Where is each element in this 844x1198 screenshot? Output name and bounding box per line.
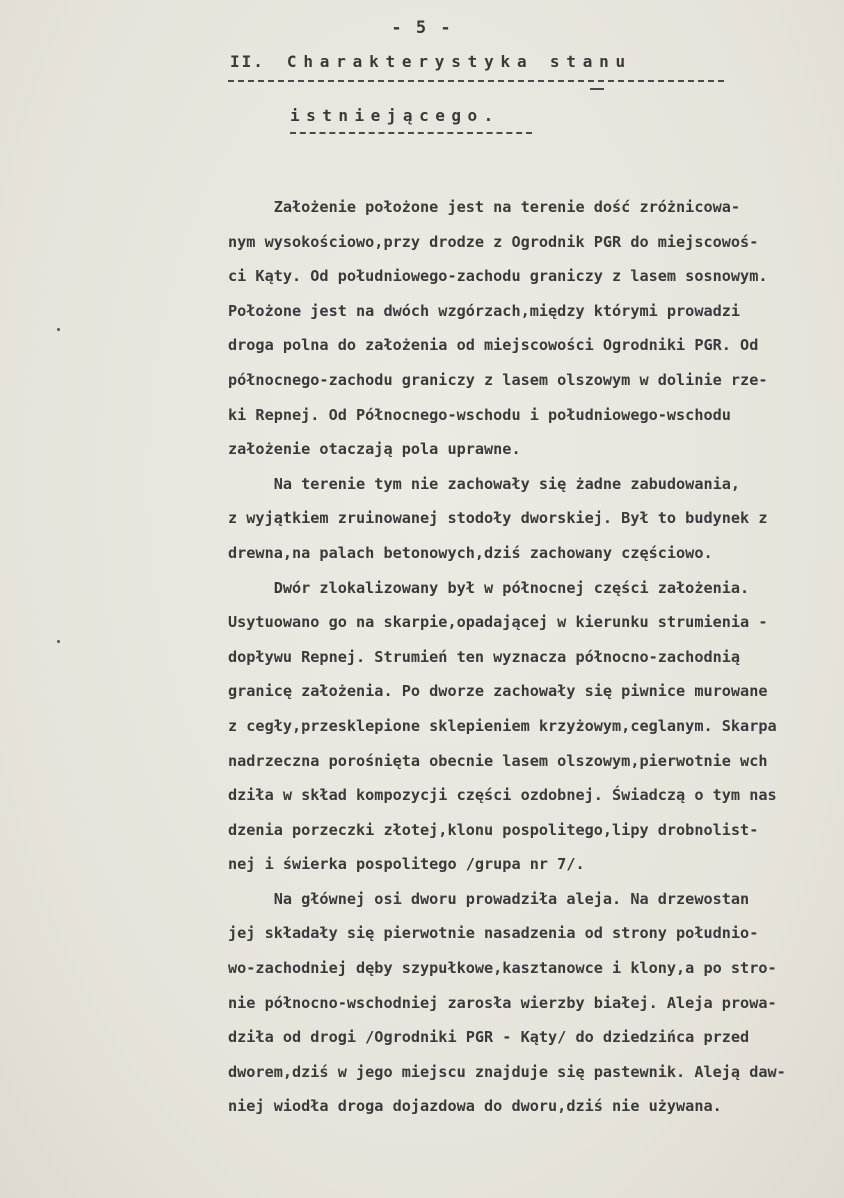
text-line: Dwór zlokalizowany był w północnej części założenia. [228,578,750,597]
text-line: dopływu Repnej. Strumień ten wyznacza północno-zachodnią [228,647,741,666]
text-line: dziła od drogi /Ogrodniki PGR - Kąty/ do dziedzińca przed [228,1028,750,1047]
paragraph-2 [228,467,828,571]
page-number: - 5 - [391,18,453,38]
text-line: niej wiodła droga dojazdowa do dworu,dziś nie używana. [228,1097,722,1116]
text-line: nym wysokościowo,przy drodze z Ogrodnik PGR do miejscowoś- [228,232,759,251]
paragraph-3 [228,571,828,882]
heading-underline [228,80,724,82]
text-line: z wyjątkiem zruinowanej stodoły dworskiej. Był to budynek z [228,509,768,528]
section-heading-line1 [230,52,632,71]
paragraph-4 [228,882,828,1124]
section-number: II. [230,52,265,71]
text-line: dworem,dziś w jego miejscu znajduje się pastewnik. Aleją daw- [228,1062,786,1081]
punch-mark [57,328,60,331]
section-title-1: Charakterystyka stanu [286,52,632,71]
section-heading-line2: istniejącego. [290,106,500,125]
text-line: nie północno-wschodniej zarosła wierzby białej. Aleja prowa- [228,993,777,1012]
text-line: granicę założenia. Po dworze zachowały się piwnice murowane [228,682,768,701]
text-line: Na głównej osi dworu prowadziła aleja. Na drzewostan [228,889,750,908]
body-text [228,190,828,1124]
text-line: jej składały się pierwotnie nasadzenia od strony południo- [228,924,759,943]
text-line: wo-zachodniej dęby szypułkowe,kasztanowce i klony,a po stro- [228,959,777,978]
text-line: Położone jest na dwóch wzgórzach,między którymi prowadzi [228,301,741,320]
text-line: Usytuowano go na skarpie,opadającej w kierunku strumienia - [228,613,768,632]
text-line: północnego-zachodu graniczy z lasem olszowym w dolinie rze- [228,370,768,389]
paragraph-1 [228,190,828,467]
text-line: nadrzeczna porośnięta obecnie lasem olszowym,pierwotnie wch [228,751,768,770]
text-line: nej i świerka pospolitego /grupa nr 7/. [228,855,585,874]
text-line: Założenie położone jest na terenie dość zróżnicowa- [228,198,741,216]
text-line: ki Repnej. Od Północnego-wschodu i południowego-wschodu [228,405,731,424]
text-line: ci Kąty. Od południowego-zachodu graniczy z lasem sosnowym. [228,267,768,286]
punch-mark [57,640,60,643]
text-line: dziła w skład kompozycji części ozdobnej. Świadczą o tym nas [228,786,777,805]
text-line: założenie otaczają pola uprawne. [228,440,521,459]
text-line: z cegły,przesklepione sklepieniem krzyżowym,ceglanym. Skarpa [228,716,777,735]
text-line: dzenia porzeczki złotej,klonu pospolitego,lipy drobnolist- [228,820,759,839]
text-line: Na terenie tym nie zachowały się żadne zabudowania, [228,474,741,493]
text-line: droga polna do założenia od miejscowości Ogrodniki PGR. Od [228,336,759,355]
hyphen-mark [590,88,604,90]
heading-underline-2 [290,132,532,134]
text-line: drewna,na palach betonowych,dziś zachowany częściowo. [228,543,713,562]
